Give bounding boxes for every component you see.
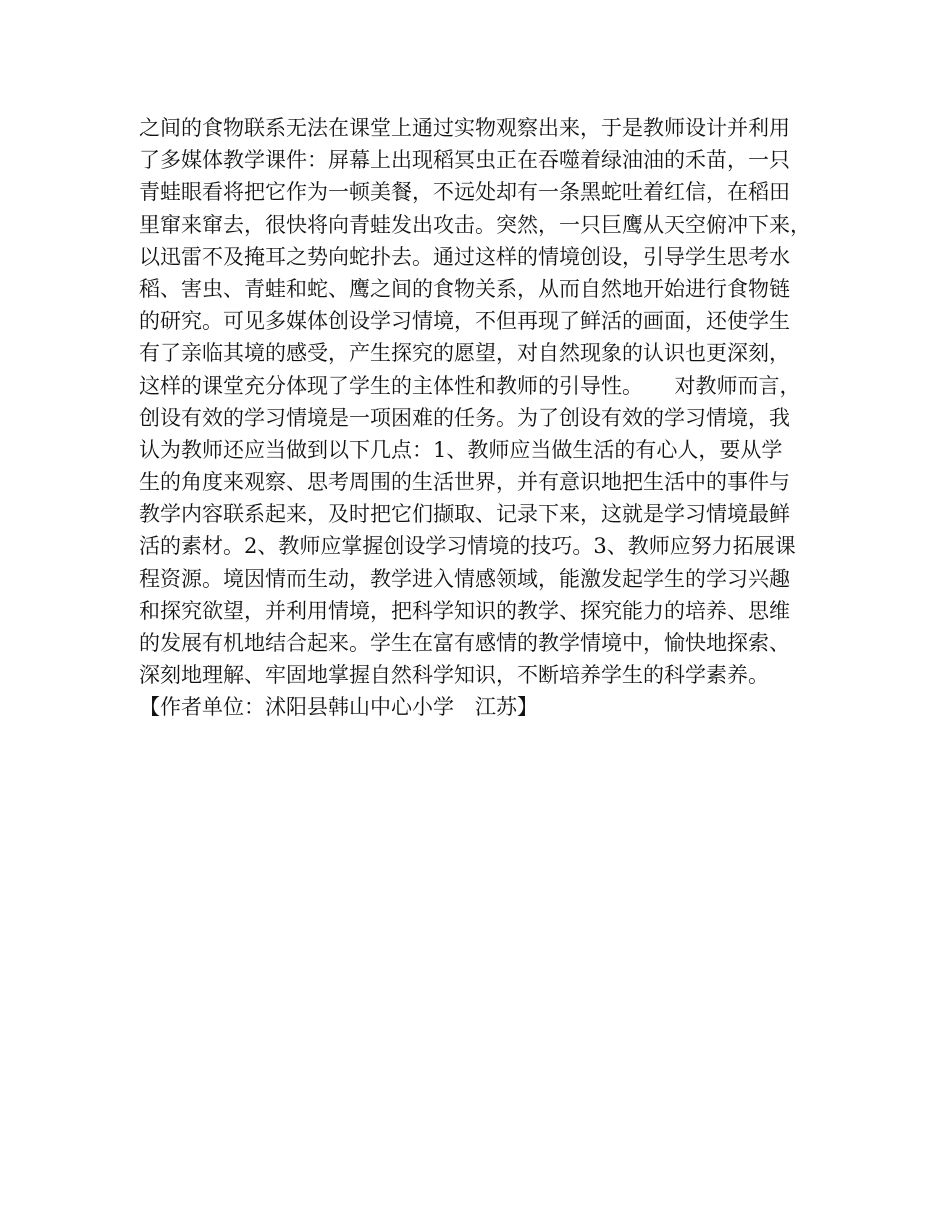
text-line: 有了亲临其境的感受，产生探究的愿望，对自然现象的认识也更深刻，	[139, 341, 790, 366]
text-line: 创设有效的学习情境是一项困难的任务。为了创设有效的学习情境，我	[139, 405, 790, 430]
text-line: 和探究欲望，并利用情境，把科学知识的教学、探究能力的培养、思维	[139, 598, 790, 623]
text-line: 这样的课堂充分体现了学生的主体性和教师的引导性。 对教师而言，	[139, 373, 801, 398]
text-line: 深刻地理解、牢固地掌握自然科学知识，不断培养学生的科学素养。	[139, 663, 769, 688]
text-line: 青蛙眼看将把它作为一顿美餐，不远处却有一条黑蛇吐着红信，在稻田	[139, 180, 790, 205]
text-line: 的研究。可见多媒体创设学习情境，不但再现了鲜活的画面，还使学生	[139, 309, 790, 334]
text-line: 了多媒体教学课件：屏幕上出现稻冥虫正在吞噬着绿油油的禾苗，一只	[139, 148, 790, 173]
text-line: 里窜来窜去，很快将向青蛙发出攻击。突然，一只巨鹰从天空俯冲下来，	[139, 212, 811, 237]
article-body	[139, 112, 839, 724]
author-affiliation: 【作者单位：沭阳县韩山中心小学 江苏】	[139, 695, 538, 720]
text-line: 教学内容联系起来，及时把它们撷取、记录下来，这就是学习情境最鲜	[139, 502, 790, 527]
text-line: 生的角度来观察、思考周围的生活世界，并有意识地把生活中的事件与	[139, 470, 790, 495]
text-line: 程资源。境因情而生动，教学进入情感领域，能激发起学生的学习兴趣	[139, 566, 790, 591]
text-line: 的发展有机地结合起来。学生在富有感情的教学情境中，愉快地探索、	[139, 631, 790, 655]
text-line: 认为教师还应当做到以下几点：1、教师应当做生活的有心人，要从学	[139, 437, 783, 462]
text-line: 活的素材。2、教师应掌握创设学习情境的技巧。3、教师应努力拓展课	[139, 534, 796, 559]
text-line: 以迅雷不及掩耳之势向蛇扑去。通过这样的情境创设，引导学生思考水	[139, 244, 790, 269]
text-line: 之间的食物联系无法在课堂上通过实物观察出来，于是教师设计并利用	[139, 116, 790, 140]
text-line: 稻、害虫、青蛙和蛇、鹰之间的食物关系，从而自然地开始进行食物链	[139, 276, 790, 301]
